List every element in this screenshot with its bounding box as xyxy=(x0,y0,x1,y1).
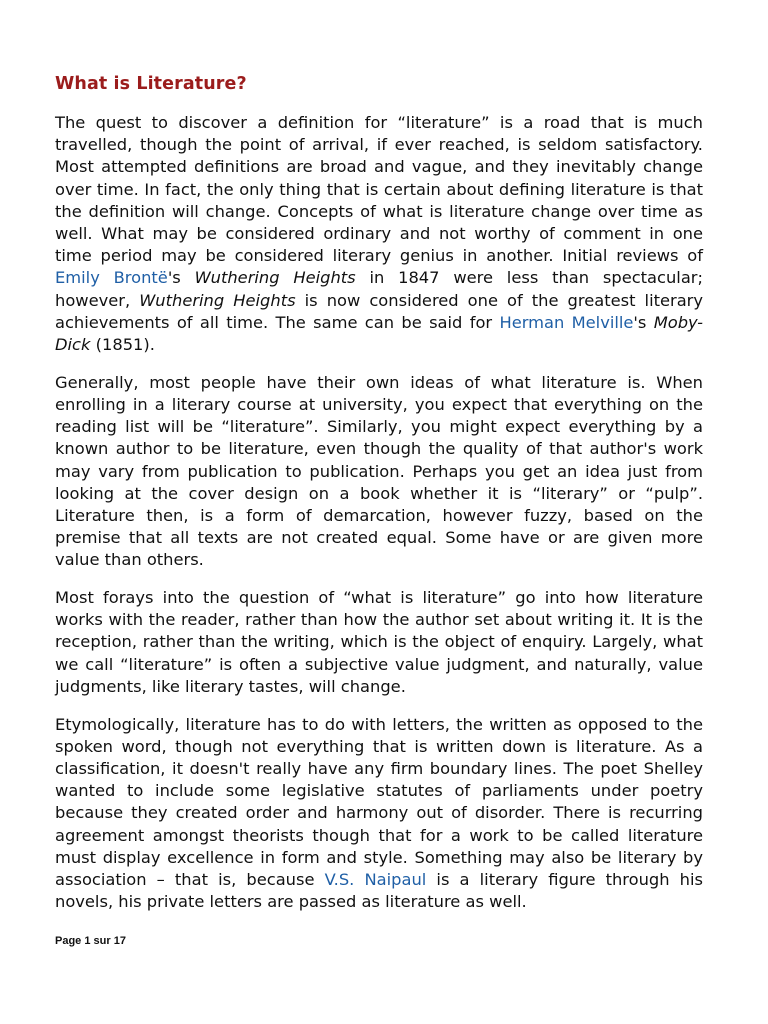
book-title-moby-dick: Moby-Dick xyxy=(55,312,703,355)
paragraph-1-text-c: in 1847 were less than spectacular; however, xyxy=(55,268,703,310)
link-emily-bronte[interactable]: Emily Brontë xyxy=(55,268,168,288)
paragraph-1-text-e: 's xyxy=(633,312,654,332)
page-title: What is Literature? xyxy=(55,74,247,94)
paragraph-4-text-b: is a literary figure through his novels, his private letters are passed as literature as well. xyxy=(55,870,704,912)
paragraph-1-text-f: (1851). xyxy=(90,335,155,355)
paragraph-3: Most forays into the question of “what is literature” go into how literature works with the reader, rather than how the author set about writing it. It is the reception, rather than the writing, which is the object of enquiry. Largely, what we call “literature” is often a subjective value judgment, and naturally, value judgments, like literary tastes, will change. xyxy=(55,588,703,696)
paragraph-1 xyxy=(55,112,703,356)
link-herman-melville[interactable]: Herman Melville xyxy=(499,312,634,332)
paragraph-4-text-a: Etymologically, literature has to do with letters, the written as opposed to the spoken word, though not everything that is written down is literature. As a classification, it doesn't really have any firm boundary lines. The poet Shelley wanted to include some legislative statutes of parliaments under poetry because they created order and harmony out of disorder. There is recurring agreement amongst theorists though that for a work to be called literature must display excellence in form and style. Something may also be literary by association – that is, because xyxy=(55,714,703,889)
paragraph-1-text-a: The quest to discover a definition for “literature” is a road that is much travelled, though the point of arrival, if ever reached, is seldom satisfactory. Most attempted definitions are broad and vague, and they inevitably change over time. In fact, the only thing that is certain about defining literature is that the definition will change. Concepts of what is literature change over time as well. What may be considered ordinary and not worthy of comment in one time period may be considered literary genius in another. Initial reviews of xyxy=(55,113,703,266)
document-body xyxy=(55,112,703,929)
paragraph-4 xyxy=(55,714,703,914)
paragraph-2: Generally, most people have their own ideas of what literature is. When enrolling in a literary course at university, you expect that everything on the reading list will be “literature”. Similarly, you might expect everything by a known author to be literature, even though the quality of that author's work may vary from publication to publication. Perhaps you get an idea just from looking at the cover design on a book whether it is “literary” or “pulp”. Literature then, is a form of demarcation, however fuzzy, based on the premise that all texts are not created equal. Some have or are given more value than others. xyxy=(55,372,703,570)
paragraph-1-text-b: 's xyxy=(167,268,195,288)
book-title-wuthering-heights: Wuthering Heights xyxy=(194,268,356,288)
book-title-wuthering-heights-2: Wuthering Heights xyxy=(139,290,296,310)
paragraph-1-text-d: is now considered one of the greatest literary achievements of all time. The same can be said for xyxy=(55,290,703,332)
page-number-footer: Page 1 sur 17 xyxy=(55,935,126,947)
link-vs-naipaul[interactable]: V.S. Naipaul xyxy=(324,870,427,889)
